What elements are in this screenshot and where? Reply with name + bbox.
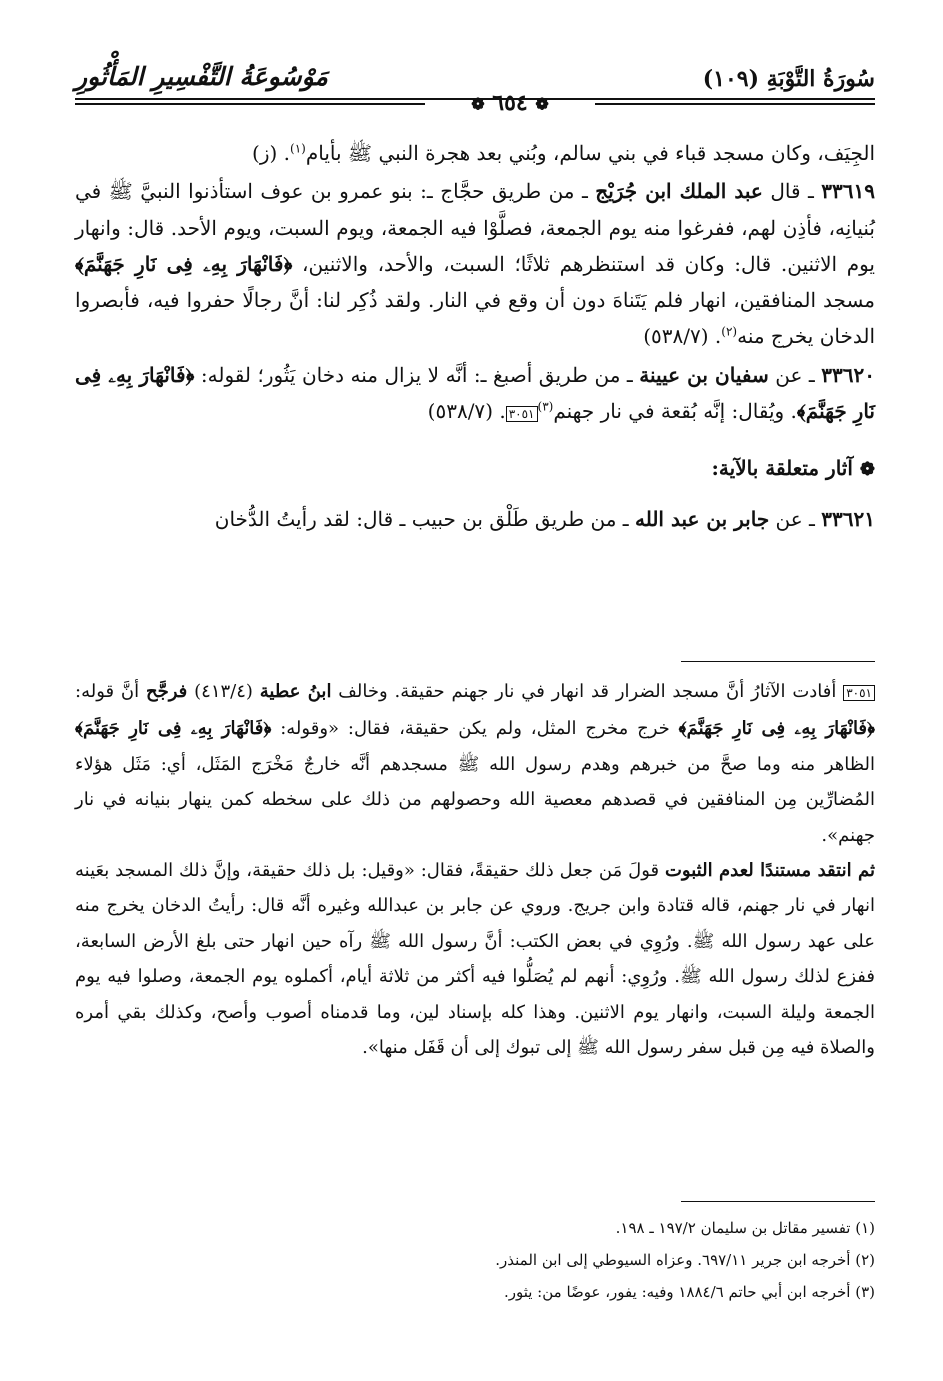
entry-number: ٣٣٦٢٠ <box>821 362 875 387</box>
commentary-paragraph: ثم انتقد مستندًا لعدم الثبوت قولَ مَن جعل ذلك حقيقةً، فقال: «وقيل: بل ذلك حقيقة، وإنَّ ذلك المسجد بعَينه انهار في نار جهنم، قاله قتادة وابن جريج. وروي عن جابر بن عبدالله وغيره أنَّه قال: رأيتُ الدخان يخرج منه على عهد رسول الله ﷺ. ورُوِي في بعض الكتب: أنَّ رسول الله ﷺ رآه حين انهار حتى بلغ الأرض السابعة، ففزع لذلك رسول الله ﷺ. ورُوِي: أنهم لم يُصَلُّوا فيه أكثر من ثلاثة أيام، أكملوه يوم الجمعة، وصلوا فيه يوم الجمعة وليلة السبت، وانهار يوم الاثنين. وهذا كله بإسناد لين، وما قدمناه أصوب وأصح، وكذلك بقي أمره والصلاة فيه مِن قبل سفر رسول الله ﷺ إلى تبوك إلى أن قَفَل منها». <box>75 860 875 1059</box>
page-header <box>75 58 875 118</box>
scholar-name: ابنُ عطية <box>259 681 332 702</box>
footnote-3: (٣) أخرجه ابن أبي حاتم ١٨٨٤/٦ وفيه: يفور، عوضًا من: يثور. <box>503 1283 875 1301</box>
footnote-2: (٢) أخرجه ابن جرير ٦٩٧/١١. وعزاه السيوطي إلى ابن المنذر. <box>495 1251 875 1269</box>
narrator-name: جابر بن عبد الله <box>634 506 770 531</box>
footnotes <box>75 1212 875 1308</box>
commentary-ref-box: ٣٠٥١ <box>506 406 538 422</box>
narrator-name: عبد الملك ابن جُرَيْج <box>595 179 763 204</box>
entry-number: ٣٣٦٢١ <box>821 506 875 531</box>
quran-quote: ﴿فَانْهَارَ بِهِۦ فِى نَارِ جَهَنَّمَ﴾ <box>75 362 875 424</box>
narrator-name: سفيان بن عيينة <box>639 362 769 387</box>
ornament-left-icon: ❁ <box>471 94 485 114</box>
commentary-separator <box>681 661 875 662</box>
footnote-1: (١) تفسير مقاتل بن سليمان ١٩٧/٢ ـ ١٩٨. <box>615 1219 875 1237</box>
quran-quote: ﴿فَانْهَارَ بِهِۦ فِى نَارِ جَهَنَّمَ﴾ <box>678 718 876 740</box>
quran-quote: ﴿فَانْهَارَ بِهِۦ فِى نَارِ جَهَنَّمَ﴾ <box>75 718 272 740</box>
commentary-number-box: ٣٠٥١ <box>843 685 875 701</box>
section-heading: ❁ آثار متعلقة بالآية: <box>711 456 875 481</box>
page-number <box>425 90 595 116</box>
paragraph-continuation: الجِيَف، وكان مسجد قباء في بني سالم، وبُني بعد هجرة النبي ﷺ بأيام$^{(١)}$. (ز) <box>252 141 875 165</box>
ornament-right-icon: ❁ <box>535 94 549 114</box>
book-title: مَوْسُوعَةُ التَّفْسِيرِ المَأْثُورِ <box>75 62 328 91</box>
footnote-ref-2: (٢) <box>721 324 738 339</box>
entry-33620: ٣٣٦٢٠ ـ عن سفيان بن عيينة ـ من طريق أصبغ ـ: أنَّه لا يزال منه دخان يَثُور؛ لقوله: ﴿فَانْهَارَ بِهِۦ فِى نَارِ جَهَنَّمَ﴾. ويُقال: إنَّه بُقعة في نار جهنم$^{(٣)}$٣٠٥١. (٥٣٨/٧) <box>75 362 875 424</box>
footnote-ref-3: (٣) <box>537 399 554 414</box>
commentary <box>75 674 875 1065</box>
commentary-paragraph: ٣٠٥١ أفادت الآثارُ أنَّ مسجد الضرار قد انهار في نار جهنم حقيقة. وخالف ابنُ عطية (٤١٣/٤) فرجَّح أنَّ قوله: ﴿فَانْهَارَ بِهِۦ فِى نَارِ جَهَنَّمَ﴾ خرج مخرج المثل، ولم يكن حقيقة، فقال: «وقوله: ﴿فَانْهَارَ بِهِۦ فِى نَارِ جَهَنَّمَ﴾ الظاهر منه وما صحَّ من خبرهم وهدم رسول الله ﷺ مسجدهم أنَّه خارجٌ مَخْرَج المَثَل، أي: مَثَل هؤلاء المُضارِّين مِن المنافقين في قصدهم معصية الله وحصولهم من ذلك على سخطه كمن ينهار بنيانه في نار جهنم». <box>75 681 876 846</box>
footnote-separator <box>681 1201 875 1202</box>
footnote-ref-1: (١) <box>290 141 306 156</box>
main-text <box>75 135 875 539</box>
page-number-text: ٦٥٤ <box>492 90 528 116</box>
entry-number: ٣٣٦١٩ <box>821 179 875 204</box>
entry-33621: ٣٣٦٢١ ـ عن جابر بن عبد الله ـ من طريق طَلْق بن حبيب ـ قال: لقد رأيتُ الدُّخان <box>214 506 875 531</box>
surah-title: سُورَةُ التَّوْبَةِ (١٠٩) <box>702 66 875 92</box>
entry-33619: ٣٣٦١٩ ـ قال عبد الملك ابن جُرَيْج ـ من طريق حجَّاج ـ: بنو عمرو بن عوف استأذنوا النبيَّ ﷺ في بُنيانِه، فأذِن لهم، ففرغوا منه يوم الجمعة، فصلَّوْا فيه الجمعة، ويوم السبت، ويوم الأحد. قال: وانهار يوم الاثنين. قال: وكان قد استنظرهم ثلاثًا؛ السبت، والأحد، والاثنين، ﴿فَانْهَارَ بِهِۦ فِى نَارِ جَهَنَّمَ﴾ مسجد المنافقين، انهار فلم يَتَناهَ دون أن وقع في النار. ولقد ذُكِر لنا: أنَّ رجالًا حفروا فيه، فأبصروا الدخان يخرج منه$^{(٢)}$. (٥٣٨/٧) <box>75 179 875 349</box>
flower-icon: ❁ <box>859 459 875 481</box>
quran-quote: ﴿فَانْهَارَ بِهِۦ فِى نَارِ جَهَنَّمَ﴾ <box>75 251 293 276</box>
